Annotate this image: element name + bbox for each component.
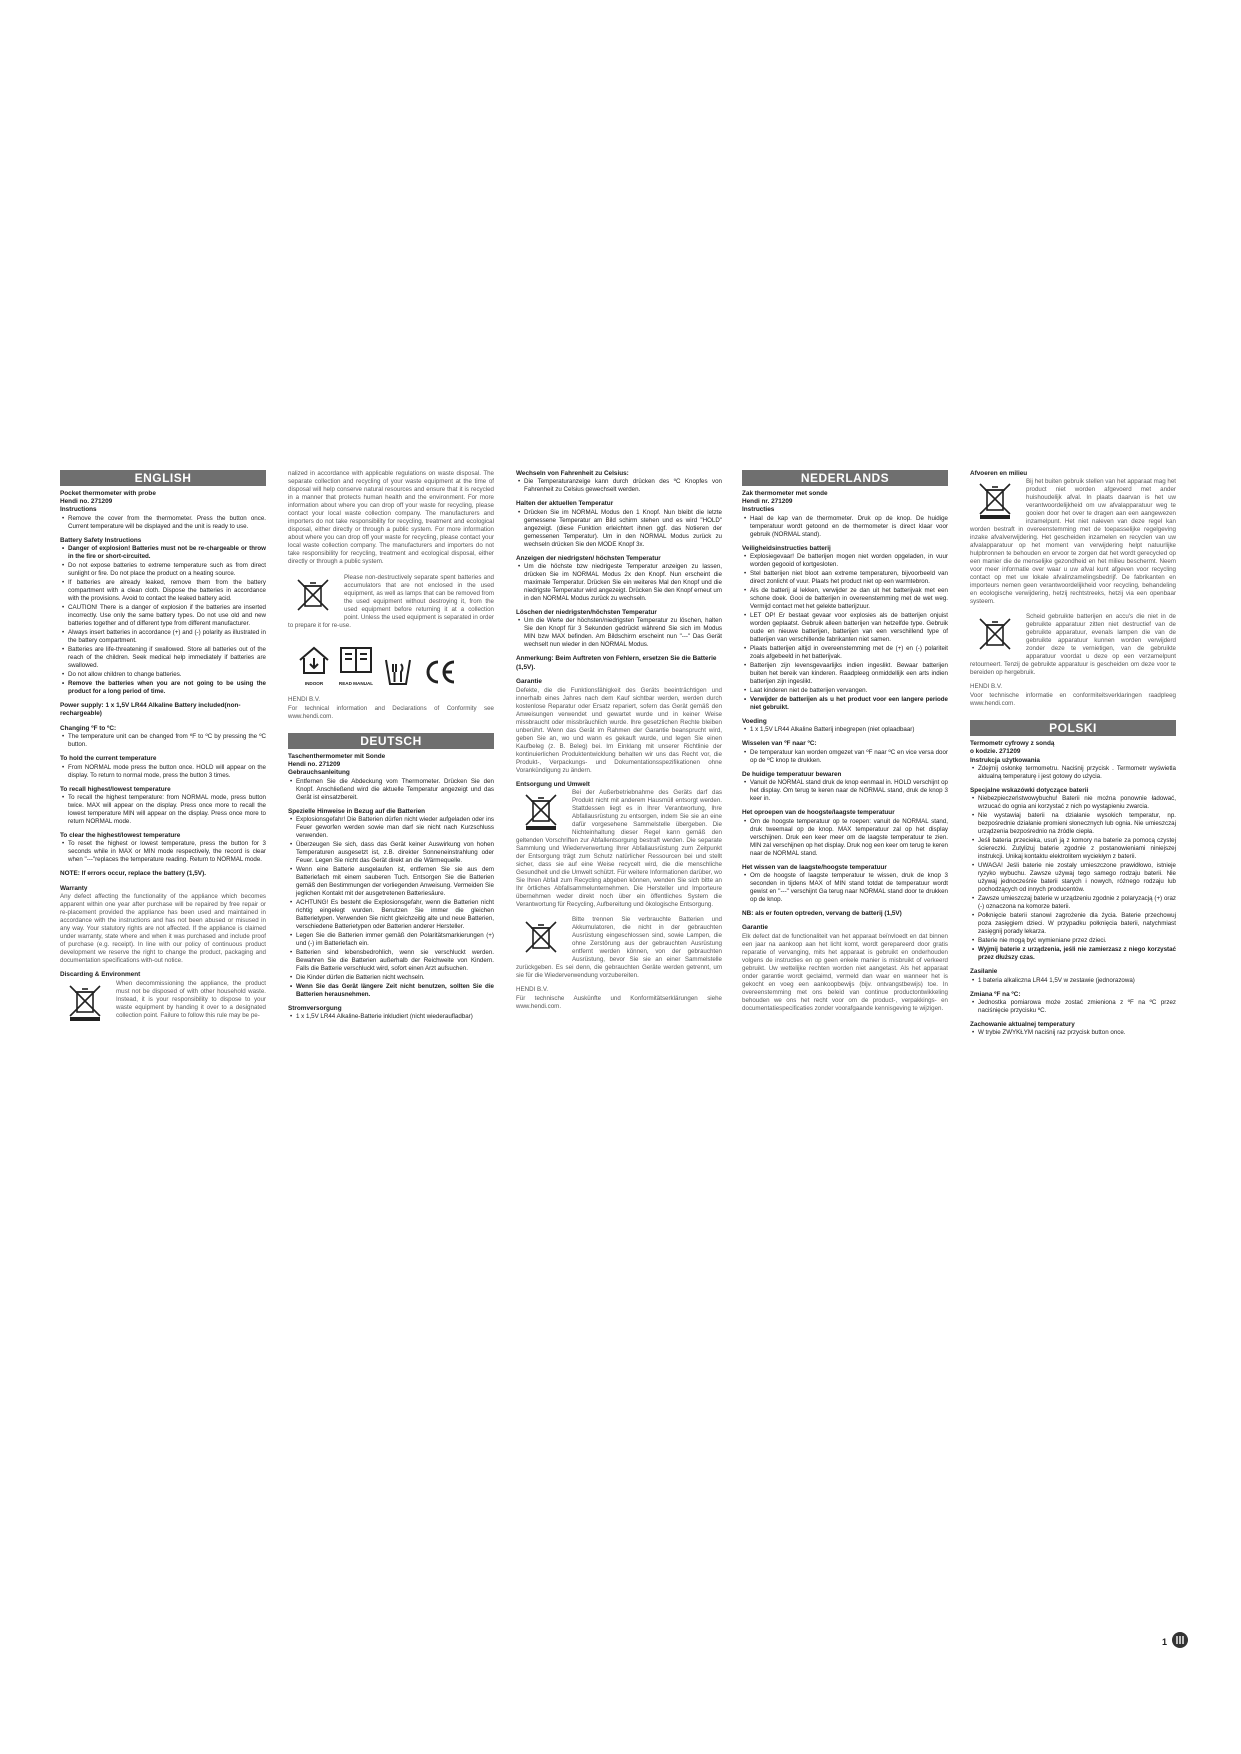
safety-item: • Remove the batteries when you are not going to be using the product for a long period of time. (60, 680, 266, 696)
column-nederlands (742, 470, 948, 1014)
pl-unit-heading: Zmiana ºF na ºC: (970, 990, 1021, 998)
read-manual-symbol (338, 644, 374, 688)
discarding-heading: Discarding & Environment (60, 971, 141, 979)
nl-hold-text: • Vanuit de NORMAL stand druk de knop eenmaal in. HOLD verschijnt op het display. Om terug te keren naar de NORMAL stand, druk de knop 3 keer in. (742, 779, 948, 803)
de-delete-heading: Löschen der niedrigsten/höchsten Temperatur (516, 609, 657, 617)
de-company-name: HENDI B.V. (516, 986, 549, 994)
nl-product-code: Hendi nr. 271209 (742, 498, 793, 506)
pl-power-text: • 1 bateria alkaliczna LR44 1,5V w zestawie (jednorazowa) (970, 977, 1176, 985)
warranty-heading: Warranty (60, 884, 88, 892)
crossed-bin-icon (970, 480, 1020, 520)
safety-item: • Do not allow children to change batteries. (60, 671, 266, 679)
nl-safety-list (742, 553, 948, 712)
pl-safety-item: • Połknięcie baterii stanowi zagrożenie dla życia. Baterie przechowuj poza zasięgiem dzieci. W przypadku połknięcia baterii, natychmiast zasięgnij porady lekarza. (970, 912, 1176, 936)
nl-safety-item: • Batterijen zijn levensgevaarlijks indien ingeslikt. Bewaar batterijen buiten het bereik van kinderen. Raadpleeg onmiddellijk een arts indien batterijen zijn ingeslikt. (742, 662, 948, 686)
food-safe-icon (380, 656, 416, 688)
de-minmax-text: • Um die höchste bzw niedrigeste Temperatur anzeigen zu lassen, drücken Sie im NORMAL Modus 2x den Knopf. Nun erscheint die maximale Temperatur. Drücken Sie ein weiteres Mal den Knopf und die niedrigste Temperatur wird angezeigt. Drücken Sie den Knopf erneut um in den NORMAL Modus zurück zu wechseln. (516, 563, 722, 603)
pl-product-title: Termometr cyfrowy z sondą (970, 740, 1055, 748)
column-5 (970, 470, 1176, 1038)
nl-safety-item: • Stel batterijen niet bloot aan extreme temperaturen, bijvoorbeeld van direct zonlicht of vuur. Plaats het product niet op een warmtebron. (742, 570, 948, 586)
de-safety-item: • Batterien sind lebensbedrohlich, wenn sie verschluckt werden. Bewahren Sie die Batterien außerhalb der Reichweite von Kindern. Falls die Batterie verschluckt wird, sofort einen Arzt aufsuchen. (288, 949, 494, 973)
de-warranty-heading: Garantie (516, 678, 542, 686)
note-text: NOTE: If errors occur, replace the battery (1,5V). (60, 870, 206, 878)
safety-item: • CAUTION! There is a danger of explosion if the batteries are inserted incorrectly. Use only the same battery types. Do not use old and new batteries together and of different type from different manufacturer. (60, 604, 266, 628)
instructions-heading: Instructions (60, 506, 97, 514)
de-hold-heading: Halten der aktuellen Temperatur (516, 500, 614, 508)
nl-note: NB: als er fouten optreden, vervang de batterij (1,5V) (742, 910, 902, 918)
de-instructions-text: • Entfernen Sie die Abdeckung vom Thermometer. Drücken Sie den Knopf. Anschließend wird die aktuelle Temperatur angezeigt und das Gerät ist einsatzbereit. (288, 778, 494, 802)
deutsch-banner: DEUTSCH (288, 733, 494, 749)
conformity-text: For technical information and Declarations of Conformity see www.hendi.com. (288, 705, 494, 720)
nl-recall-heading: Het oproepen van de hoogste/laagste temperatuur (742, 809, 895, 817)
de-minmax-heading: Anzeigen der niedrigsten/ höchsten Temperatur (516, 554, 661, 562)
column-3 (516, 470, 722, 1012)
de-instructions-heading: Gebrauchsanleitung (288, 769, 350, 777)
nl-safety-item: • Explosiegevaar! De batterijen mogen niet worden opgeladen, in vuur worden gegooid of kortgesloten. (742, 553, 948, 569)
de-conformity-text: Für technische Auskünfte und Konformitätserklärungen siehe www.hendi.com. (516, 995, 722, 1011)
read-manual-label: READ MANUAL (338, 681, 374, 686)
house-icon (296, 644, 332, 676)
product-code: Hendi no. 271209 (60, 498, 113, 506)
nl-clear-heading: Het wissen van de laagste/hoogste temperatuur (742, 863, 887, 871)
hold-heading: To hold the current temperature (60, 755, 157, 763)
nl-power-text: • 1 x 1,5V LR44 Alkaline Batterij inbegrepen (niet oplaadbaar) (742, 726, 948, 734)
crossed-bin-icon (516, 791, 566, 831)
de-product-code: Hendi no. 271209 (288, 761, 341, 769)
product-title: Pocket thermometer with probe (60, 490, 156, 497)
de-safety-item: • ACHTUNG! Es besteht die Explosionsgefahr, wenn die Batterien nicht richtig eingelegt wurden. Benutzen Sie immer die gleichen Batterietypen. Verwenden Sie nicht gleichzeitig alte und neue Batterien, verschiedene Batterietypen oder Batterien anderer Hersteller. (288, 899, 494, 931)
nl-unit-text: • De temperatuur kan worden omgezet van ºF naar ºC en vice versa door op de ºC knop te drukken. (742, 749, 948, 765)
nl-clear-text: • Om de hoogste of laagste temperatuur te wissen, druk de knop 3 seconden in tijdens MAX of MIN stand totdat de temperatuur wordt gewist en "---" verschijnt Ga terug naar NORMAL stand door te drukken op de knop. (742, 872, 948, 904)
nl-safety-item: • LET OP! Er bestaat gevaar voor explosies als de batterijen onjuist worden geplaatst. Gebruik alleen batterijen van hetzelfde type. Gebruik oude en nieuwe batterijen, batterijen van een verschillend type of batterijen van verschillende fabrikanten niet samen. (742, 612, 948, 644)
de-safety-item: • Die Kinder dürfen die Batterien nicht wechseln. (288, 974, 494, 982)
battery-bin-icon (516, 918, 566, 958)
pl-hold-heading: Zachowanie aktualnej temperatury (970, 1021, 1075, 1029)
instructions-text: • Remove the cover from the thermometer. Press the button once. Current temperature will be displayed and the unit is ready to use. (60, 515, 266, 531)
recall-heading: To recall highest/lowest temperature (60, 785, 171, 793)
polski-banner: POLSKI (970, 720, 1176, 736)
pl-safety-heading: Specjalne wskazówki dotyczące baterii (970, 786, 1089, 794)
pl-safety-item: • Nie wystawiaj baterii na działanie wysokich temperatur, np. bezpośrednie działanie promieni słonecznych lub ognia. Nie umieszczaj urządzenia bezpośrednio na źródle ciepła. (970, 812, 1176, 836)
nl-conformity-text: Voor technische informatie en conformiteitsverklaringen raadpleeg www.hendi.com. (970, 692, 1176, 708)
de-hold-text: • Drücken Sie im NORMAL Modus den 1 Knopf. Nun bleibt die letzte gemessene Temperatur am Bild schirm stehen und es wird "HOLD" angezeigt. (diese Funktion erleichtert ihnen ggf. das Notieren der gemessenen Temperatur). Um in den NORMAL Modus zurück zu wechseln drücken Sie den MODE Knopf 3x. (516, 509, 722, 549)
battery-disposal-text: Please non-destructively separate spent batteries and accumulators that are not enclosed in the used equipment, as well as lamps that can be removed from the used equipment without destroying it, from the used equipment before returning it at a collection point. Unless the used equipment is separated in order to prepare it for re-use. (288, 574, 494, 629)
company-name: HENDI B.V. (288, 696, 321, 703)
ce-mark-icon (422, 656, 458, 688)
pl-safety-item: • Niebezpieczeństwowybuchu! Baterii nie można ponownie ładować, wrzucać do ognia ani korzystać z nich po wystąpieniu zwarcia. (970, 795, 1176, 811)
nl-product-title: Zak thermometer met sonde (742, 490, 828, 497)
column-2 (288, 470, 494, 1022)
de-safety-heading: Spezielle Hinweise in Bezug auf die Batterien (288, 807, 426, 815)
nl-safety-item: • Als de batterij al lekken, verwijder ze dan uit het batterijvak met een schone doek. Gooi de batterijen in overeenstemming met de wet weg. Vermijd contact met het gelekte batterijzuur. (742, 587, 948, 611)
clear-heading: To clear the highest/lowest temperature (60, 832, 181, 840)
nl-warranty-text: Elk defect dat de functionaliteit van het apparaat beïnvloedt en dat binnen een jaar na aankoop aan het licht komt, wordt gerepareerd door gratis reparatie of vervanging, mits het apparaat is gebruikt en onderhouden volgens de instructies en op geen enkele manier is misbruikt of verkeerd gebruikt. Uw wettelijke rechten worden niet aangetast. Als het apparaat onder garantie wordt geclaimd, vermeld dan waar en wanneer het is gekocht en voeg een aankoopbewijs (bijv. ontvangstbewijs) toe. In overeenstemming met ons beleid van continue productontwikkeling behouden we ons het recht voor om de product-, verpakkings- en documentatiespecificaties zonder voorafgaande kennisgeving te wijzigen. (742, 932, 948, 1012)
pl-safety-item: • UWAGA! Jeśli baterie nie zostały umieszczone prawidłowo, istnieje ryzyko wybuchu. Zawsze używaj tego samego rodzaju baterii. Nie używaj jednocześnie baterii starych i nowych, różnego rodzaju lub pochodzących od innych producentów. (970, 862, 1176, 894)
nl-warranty-heading: Garantie (742, 924, 768, 932)
safety-item: • If batteries are already leaked, remove them from the battery compartment with a clean cloth. Dispose the batteries in accordance with the provisions. Avoid to contact the leaked battery acid. (60, 579, 266, 603)
symbol-row (296, 644, 494, 688)
de-note: Anmerkung: Beim Auftreten von Fehlern, ersetzen Sie die Batterie (1,5V). (516, 655, 717, 671)
nl-hold-heading: De huidige temperatuur bewaren (742, 770, 842, 778)
de-battery-disposal: Bitte trennen Sie verbrauchte Batterien und Akkumulatoren, die nicht in der gebrauchten Ausrüstung eingeschlossen sind, sowie Lampen, die ohne Zerstörung aus der gebrauchten Ausrüstung entfernt werden können, von der gebrauchten Ausrüstung, bevor Sie sie an einer Sammelstelle zurückgeben. Es sei denn, die gebrauchten Geräte werden getrennt, um sie für die Wiederverwendung vorzubereiten. (516, 916, 722, 980)
de-power-heading: Stromversorgung (288, 1005, 342, 1013)
nl-instructions-heading: Instructies (742, 506, 775, 514)
nl-company-name: HENDI B.V. (970, 683, 1003, 691)
nl-safety-item: • Plaats batterijen altijd in overeenstemming met de (+) en (-) polariteit zoals afgebeeld in het batterijvak. (742, 645, 948, 661)
discarding-text: When decommissioning the appliance, the product must not be disposed of with other household waste. Instead, it is your responsibility to dispose to your waste equipment by handing it over to a designated collection point. Failure to follow this rule may be pe- (116, 979, 266, 1019)
nl-power-heading: Voeding (742, 718, 767, 726)
safety-item: • Do not expose batteries to extreme temperature such as from direct sunlight or fire. Do not place the product on a heating source. (60, 562, 266, 578)
clear-text: • To reset the highest or lowest temperature, press the button for 3 seconds while in MAX or MIN mode respectively, the record is clear when "---"replaces the temperature reading. Return to NORMAL mode. (60, 840, 266, 864)
crossed-bin-icon (60, 982, 110, 1022)
de-safety-item: • Wenn eine Batterie ausgelaufen ist, entfernen Sie sie aus dem Batteriefach mit einem sauberen Tuch. Entsorgen Sie die Batterien gemäß den Bestimmungen der vorliegenden Anweisung. Vermeiden Sie jeglichen Kontakt mit der ausgetretenen Batteriesäure. (288, 866, 494, 898)
de-product-title: Taschenthermometer mit Sonde (288, 753, 386, 760)
de-safety-item: • Explosionsgefahr! Die Batterien dürfen nicht wieder aufgeladen oder ins Feuer geworfen werden sowie man darf sie nicht nach Kurzschluss verwenden. (288, 816, 494, 840)
de-power-text: • 1 x 1,5V LR44 Alkaline-Batterie inkludiert (nicht wiederaufladbar) (288, 1013, 494, 1021)
hold-text: • From NORMAL mode press the button once. HOLD will appear on the display. To return to normal mode, press the button 3 times. (60, 764, 266, 780)
pl-instructions-text: • Zdejmij osłonkę termometru. Naciśnij przycisk . Termometr wyświetla aktualną temperaturę i jest gotowy do użycia. (970, 765, 1176, 781)
nl-unit-heading: Wisselen van ºF naar ºC: (742, 740, 817, 748)
battery-bin-icon (288, 576, 338, 616)
power-supply: Power supply: 1 x 1,5V LR44 Alkaline Battery included(non-rechargeable) (60, 702, 241, 718)
safety-item: • Batteries are life-threatening if swallowed. Store all batteries out of the reach of the children. Seek medical help immediately if batteries are swallowed. (60, 646, 266, 670)
de-unit-heading: Wechseln von Fahrenheit zu Celsius: (516, 470, 629, 477)
pl-hold-text: • W trybie ZWYKŁYM naciśnij raz przycisk button once. (970, 1029, 1176, 1037)
de-delete-text: • Um die Werte der höchsten/niedrigsten Temperatur zu löschen, halten Sie den Knopf für 3 Sekunden gedrückt während Sie sich im Modus MIN bzw MAX befinden. Am Bildschirm erscheint nun "---" Das Gerät wechselt nun wieder in den NORMAL Modus. (516, 617, 722, 649)
pl-safety-list (970, 795, 1176, 962)
safety-item: • Danger of explosion! Batteries must not be re-chargeable or throw in the fire or short-circuited. (60, 545, 266, 561)
nl-safety-item: • Laat kinderen niet de batterijen vervangen. (742, 687, 948, 695)
indoor-label: INDOOR (304, 681, 324, 686)
nl-disposal-text: Bij het buiten gebruik stellen van het apparaat mag het product niet worden afgevoerd met ander huishoudelijk afval. In plaats daarvan is het uw verantwoordelijkheid om uw afvalapparatuur weg te gooien door het over te dragen aan een aangewezen inzamelpunt. Het niet naleven van deze regel kan worden bestraft in overeenstemming met de toepasselijke regelgeving inzake afvalverwijdering. Het gescheiden inzamelen en recyclen van uw afvalapparatuur op het moment van verwijdering helpt natuurlijke hulpbronnen te behouden en ervoor te zorgen dat het wordt gerecycled op een manier die de menselijke gezondheid en het milieu beschermt. Neem voor meer informatie over waar u uw afval kunt afgeven voor recycling contact op met uw lokale afvalinzamelingsbedrijf. De fabrikanten en importeurs nemen geen verantwoordelijkheid voor recycling, behandeling en ecologische verwijdering, hetzij rechtstreeks, hetzij via een openbaar systeem. (970, 478, 1176, 606)
nl-safety-heading: Veiligheidsinstructies batterij (742, 544, 831, 552)
discarding-continued: nalized in accordance with applicable regulations on waste disposal. The separate collection and recycling of your waste equipment at the time of disposal will help conserve natural resources and ensure that it is recycled in a manner that protects human health and the environment. For more information about where you can drop off your waste for recycling, please contact your local waste collection company. The manufacturers and importers do not take responsibility for recycling, treatment and ecological disposal, either directly or through a public system. For more information about where you can drop off your waste for recycling, please contact your local waste collection company. The manufacturers and importers do not take responsibility for recycling, treatment and ecological disposal, either directly or through a public system. (288, 470, 494, 565)
pl-unit-text: • Jednostka pomiarowa może zostać zmieniona z ºF na ºC przez naciśnięcie przycisku ºC. (970, 999, 1176, 1015)
de-safety-item: • Wenn Sie das Gerät längere Zeit nicht benutzen, sollten Sie die Batterien herausnehmen. (288, 983, 494, 999)
de-unit-text: • Die Temperaturanzeige kann durch drücken des ºC Knopfes von Fahrenheit zu Celsius gewechselt werden. (516, 478, 722, 494)
changing-heading: Changing ºF to ºC: (60, 724, 117, 732)
pl-power-heading: Zasilanie (970, 968, 998, 976)
english-banner: ENGLISH (60, 470, 266, 486)
de-safety-item: • Überzeugen Sie sich, dass das Gerät keiner Auswirkung von hohen Temperaturen ausgesetzt ist, z.B. direkter Sonneneinstrahlung oder Feuer. Legen Sie nicht das Gerät direkt an die Wärmequelle. (288, 841, 494, 865)
indoor-symbol (296, 644, 332, 688)
de-disposal-heading: Entsorgung und Umwelt (516, 780, 590, 788)
pl-product-code: o kodzie. 271209 (970, 748, 1021, 756)
recall-text: • To recall the highest temperature: from NORMAL mode, press button twice. MAX will appear on the display. Press once more to recall the lowest temperature MIN will appear on the display. Press once more to return NORMAL mode. (60, 794, 266, 826)
pl-instructions-heading: Instrukcja użytkowania (970, 756, 1040, 764)
nl-battery-disposal: Scheid gebruikte batterijen en accu's die niet in de gebruikte apparatuur zitten niet destructief van de gebruikte apparatuur, evenals lampen die van de gebruikte apparatuur kunnen worden verwijderd zonder deze te vernietigen, van de gebruikte apparatuur voordat u deze op een verzamelpunt retourneert. Tenzij de gebruikte apparatuur is gescheiden om deze voor te bereiden op hergebruik. (970, 613, 1176, 677)
de-safety-item: • Legen Sie die Batterien immer gemäß den Polaritätsmarkierungen (+) und (-) im Batteriefach ein. (288, 932, 494, 948)
nl-disposal-heading: Afvoeren en milieu (970, 470, 1028, 477)
changing-text: • The temperature unit can be changed from ºF to ºC by pressing the ºC button. (60, 733, 266, 749)
nl-instructions-text: • Haal de kap van de thermometer. Druk op de knop. De huidige temperatuur wordt getoond en de thermometer is direct klaar voor gebruik (NORMAL stand). (742, 515, 948, 539)
de-safety-list (288, 816, 494, 999)
pl-safety-item: • Baterie nie mogą być wymieniane przez dzieci. (970, 937, 1176, 945)
safety-heading: Battery Safety Instructions (60, 536, 142, 544)
column-english (60, 470, 266, 1024)
pl-safety-item: • Jeśli bateria przecieka, usuń ją z komory na baterie za pomocą czystej ściereczki. Zutylizuj baterie zgodnie z postanowieniami niniejszej instrukcji. Unikaj kontaktu elektrolitem wyciekłym z baterii. (970, 837, 1176, 861)
de-warranty-text: Defekte, die die Funktionsfähigkeit des Geräts beeinträchtigen und innerhalb eines Jahres nach dem Kauf sichtbar werden, werden durch kostenlose Reparatur oder Ersatz repariert, sofern das Gerät gemäß den Anweisungen verwendet und gewartet wurde und in keiner Weise missbraucht oder missbräuchlich wurde. Ihre gesetzlichen Rechte bleiben unberührt. Wenn das Gerät im Rahmen der Garantie beansprucht wird, geben Sie an, wo und wann es gekauft wurde, und legen Sie einen Kaufbeleg (z. B. Beleg) bei. Im Einklang mit unserer Richtlinie der kontinuierlichen Produktentwicklung behalten wir uns das Recht vor, die Produkt-, Verpackungs- und Dokumentationsspezifikationen ohne Vorankündigung zu ändern. (516, 686, 722, 774)
pl-safety-item: • Zawsze umieszczaj baterie w urządzeniu zgodnie z polaryzacją (+) oraz (-) oznaczona na komorze baterii. (970, 895, 1176, 911)
book-icon (338, 644, 374, 676)
battery-bin-icon (970, 615, 1020, 655)
nl-recall-text: • Om de hoogste temperatuur op te roepen: vanuit de NORMAL stand, druk tweemaal op de knop. MAX temperatuur zal op het display verschijnen. Druk een keer meer om de laagste temperatuur te zien. MIN zal verschijnen op het display. Druk nog een keer om terug te keren naar de NORMAL stand. (742, 818, 948, 858)
hendi-logo-icon (1172, 1632, 1188, 1648)
warranty-text: Any defect affecting the functionality of the appliance which becomes apparent within one year after purchase will be repaired by free repair or re-placement provided the appliance has been used and maintained in accordance with the instructions and has not been abused or misused in any way. Your statutory rights are not affected. If the appliance is claimed under warranty, state where and when it was purchased and include proof of purchase (e.g. receipt). In line with our policy of continuous product development we reserve the right to change the product, packaging and documentation specifications with-out notice. (60, 893, 266, 965)
safety-item: • Always insert batteries in accordance (+) and (-) polarity as illustrated in the battery compartment. (60, 629, 266, 645)
nl-safety-item: • Verwijder de batterijen als u het product voor een langere periode niet gebruikt. (742, 696, 948, 712)
nederlands-banner: NEDERLANDS (742, 470, 948, 486)
de-disposal-text: Bei der Außerbetriebnahme des Geräts darf das Produkt nicht mit anderem Hausmüll entsorgt werden. Stattdessen liegt es in Ihrer Verantwortung, Ihre Abfallausrüstung zu entsorgen, indem Sie sie an eine dafür vorgesehene Sammelstelle übergeben. Die Nichteinhaltung dieser Regel kann gemäß den geltenden Vorschriften zur Abfallentsorgung bestraft werden. Die separate Sammlung und Wiederverwertung Ihrer Abfallausrüstung zum Zeitpunkt der Entsorgung trägt zum Schutz natürlicher Ressourcen bei und stellt sicher, dass sie auf eine Weise recycelt wird, die die menschliche Gesundheit und die Umwelt schützt. Für weitere Informationen darüber, wo Sie Ihren Abfall zum Recycling abgeben können, wenden Sie sich bitte an Ihr örtliches Abfallsammelunternehmen. Die Hersteller und Importeure übernehmen weder direkt noch über ein öffentliches System die Verantwortung für Recycling, Aufbereitung und ökologische Entsorgung. (516, 789, 722, 909)
pl-safety-item: • Wyjmij baterie z urządzenia, jeśli nie zamierzasz z niego korzystać przez dłuższy czas. (970, 946, 1176, 962)
page-number: 1 (1162, 1637, 1168, 1647)
safety-list (60, 545, 266, 696)
